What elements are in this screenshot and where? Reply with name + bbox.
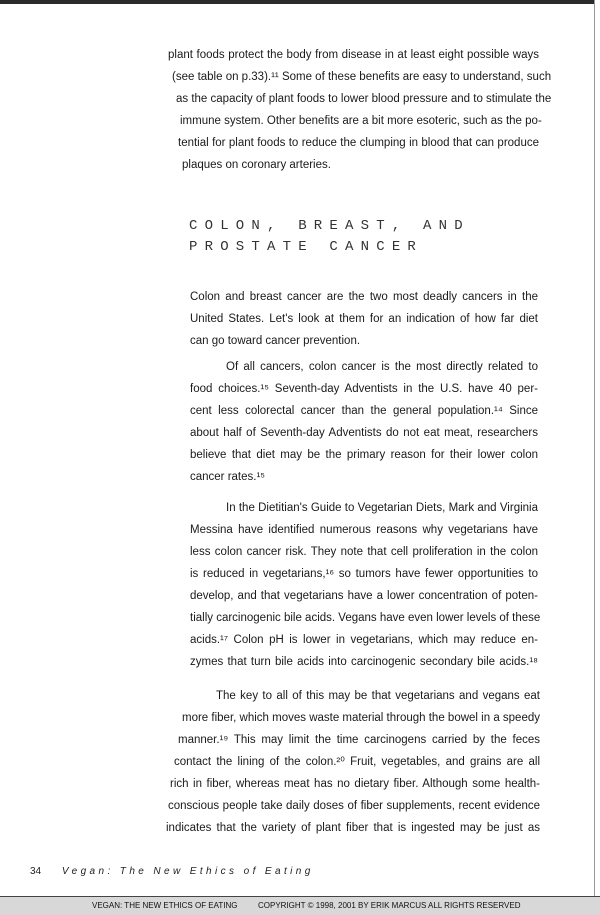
text-line: rich in fiber, whereas meat has no dietary fiber. Although some health- xyxy=(170,778,540,790)
page-top-border xyxy=(0,0,600,4)
text-line: believe that diet may be the primary reason for their lower colon xyxy=(190,449,538,461)
paragraph-continuation xyxy=(168,44,552,176)
copyright-bar xyxy=(0,896,600,915)
paragraph-intro xyxy=(190,286,538,352)
text-line: In the Dietitian's Guide to Vegetarian Diets, Mark and Virginia xyxy=(226,502,538,514)
text-line: plant foods protect the body from disease in at least eight possible ways xyxy=(168,49,539,61)
paragraph-colon-cancer xyxy=(190,356,538,488)
footer-book-title: VEGAN: THE NEW ETHICS OF EATING xyxy=(92,901,238,910)
running-book-title: Vegan: The New Ethics of Eating xyxy=(61,866,314,877)
text-line: United States. Let's look at them for an indication of how far diet xyxy=(190,313,538,325)
text-line: tential for plant foods to reduce the clumping in blood that can produce xyxy=(178,137,539,149)
text-line: less colon cancer risk. They note that cell proliferation in the colon xyxy=(190,546,538,558)
text-line: more fiber, which moves waste material through the bowel in a speedy xyxy=(182,712,540,724)
text-line: cancer rates.¹⁵ xyxy=(190,471,266,483)
footer-copyright: COPYRIGHT © 1998, 2001 BY ERIK MARCUS xyxy=(258,901,427,910)
text-line: zymes that turn bile acids into carcinogenic secondary bile acids.¹⁸ xyxy=(190,656,538,668)
text-line: cent less colorectal cancer than the general population.¹⁴ Since xyxy=(190,405,538,417)
text-line: immune system. Other benefits are a bit more esoteric, such as the po- xyxy=(180,115,542,127)
running-footer xyxy=(30,866,314,877)
page-right-edge xyxy=(594,0,600,896)
page-number: 34 xyxy=(30,866,42,877)
text-line: develop, and that vegetarians have a lower concentration of poten- xyxy=(190,590,538,602)
text-line: Colon and breast cancer are the two most deadly cancers in the xyxy=(190,291,538,303)
paragraph-fiber xyxy=(166,685,540,839)
text-line: manner.¹⁹ This may limit the time carcinogens carried by the feces xyxy=(178,734,540,746)
text-line: Messina have identified numerous reasons why vegetarians have xyxy=(190,524,538,536)
footer-rights: ALL RIGHTS RESERVED xyxy=(428,901,521,910)
text-line: (see table on p.33).¹¹ Some of these benefits are easy to understand, such xyxy=(172,71,552,83)
text-line: as the capacity of plant foods to lower blood pressure and to stimulate the xyxy=(176,93,552,105)
text-line: The key to all of this may be that vegetarians and vegans eat xyxy=(216,690,540,702)
text-line: plaques on coronary arteries. xyxy=(182,159,331,171)
section-heading-line-2: PROSTATE CANCER xyxy=(189,239,424,255)
text-line: Of all cancers, colon cancer is the most directly related to xyxy=(226,361,538,373)
text-line: tially carcinogenic bile acids. Vegans have even lower levels of these xyxy=(190,612,541,624)
text-line: food choices.¹⁵ Seventh-day Adventists in the U.S. have 40 per- xyxy=(190,383,538,395)
text-line: is reduced in vegetarians,¹⁶ so tumors have fewer opportunities to xyxy=(190,568,538,580)
text-line: about half of Seventh-day Adventists do not eat meat, researchers xyxy=(190,427,538,439)
section-heading xyxy=(189,216,470,258)
paragraph-dietitians-guide xyxy=(190,497,541,673)
text-line: conscious people take daily doses of fiber supplements, recent evidence xyxy=(168,800,540,812)
text-line: can go toward cancer prevention. xyxy=(190,335,361,347)
text-line: acids.¹⁷ Colon pH is lower in vegetarians, which may reduce en- xyxy=(190,634,538,646)
section-heading-line-1: COLON, BREAST, AND xyxy=(189,218,470,234)
text-line: indicates that the variety of plant fiber that is ingested may be just as xyxy=(166,822,540,834)
text-line: contact the lining of the colon.²⁰ Fruit, vegetables, and grains are all xyxy=(174,756,540,768)
